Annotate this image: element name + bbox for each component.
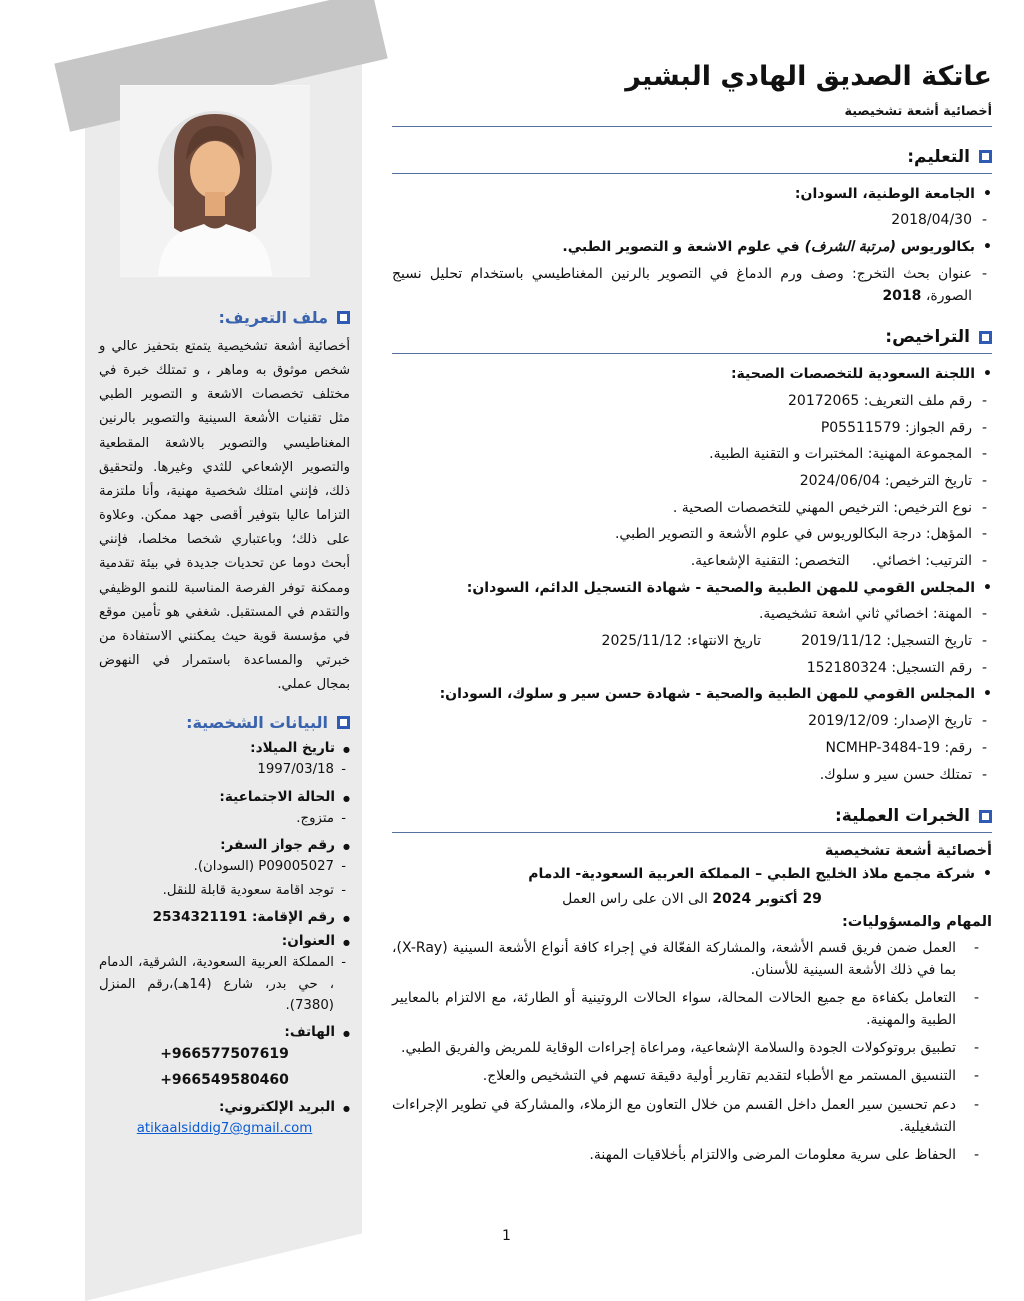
licenses-title: التراخيص:	[885, 327, 970, 348]
thesis-year: 2018	[882, 287, 922, 304]
education-university: • الجامعة الوطنية، السودان:	[392, 184, 992, 206]
experience-title: الخبرات العملية:	[835, 806, 970, 827]
candidate-name: عاتكة الصديق الهادي البشير	[625, 61, 992, 92]
license-detail: - المهنة: اخصائي ثاني اشعة تشخيصية.	[392, 604, 992, 626]
licenses-section	[392, 327, 992, 786]
license-detail: - تاريخ الإصدار: 2019/12/09	[392, 711, 992, 733]
passport-label: ● رقم جواز السفر:	[99, 837, 350, 853]
profile-photo	[120, 85, 310, 277]
license-detail: - الترتيب: اخصائي. التخصص: التقنية الإشعاعية.	[392, 551, 992, 573]
license-detail: - رقم ملف التعريف: 20172065	[392, 391, 992, 413]
license-detail: - المجموعة المهنية: المختبرات و التقنية الطبية.	[392, 444, 992, 466]
birth-date-label: ● تاريخ الميلاد:	[99, 740, 350, 756]
iqama-number: 2534321191	[152, 909, 248, 926]
square-icon	[979, 150, 992, 163]
education-graduation-date: - 2018/04/30	[392, 210, 992, 232]
degree-field: في علوم الاشعة و التصوير الطبي.	[562, 239, 805, 256]
profile-section-header	[99, 308, 350, 327]
education-thesis	[392, 264, 992, 307]
phone-number-2: +966549580460	[160, 1071, 289, 1088]
phone-number-1: +966577507619	[160, 1046, 289, 1063]
duty-item: - التنسيق المستمر مع الأطباء لتقديم تقارير أولية دقيقة تسهم في التشخيص والعلاج.	[392, 1065, 992, 1087]
sidebar	[85, 296, 362, 1142]
profile-summary: أخصائية أشعة تشخيصية يتمتع بتحفيز عالي و شخص موثوق به وماهر ، و تمتلك خبرة في مختلف تخصصات الاشعة و التصوير الطبي مثل تقنيات الأشعة السينية والتصوير بالرنين المغناطيسي والتصوير بالاشعة المقطعية والتصوير الإشعاعي للثدي وغيرها. ولتحقيق ذلك، فإنني امتلك شخصية مهنية، وأنا ملتزمة التزاما عاليا بتوفير أقصى جهد ممكن. وعلاوة على ذلك؛ وباعتباري شخصا مخلصا، فإنني أبحث دوما عن تحديات جديدة في بيئة تقدمية وممكنة توفر الفرصة المناسبة للنمو الوظيفي والتقدم في المستقبل. شغفي هو تأمين موقع في مؤسسة قوية حيث يمكنني الاستفادة من خبرتي والمساعدة باستمرار في النهوض بمجال عملي.	[99, 339, 350, 693]
personal-section-header	[99, 713, 350, 732]
header-divider	[392, 126, 992, 127]
thesis-text: عنوان بحث التخرج: وصف ورم الدماغ في التصوير بالرنين المغناطيسي باستخدام تحليل نسيج الصورة،	[392, 265, 972, 304]
avatar-illustration	[120, 85, 310, 277]
experience-section	[392, 806, 992, 1166]
duty-item: - العمل ضمن فريق قسم الأشعة، والمشاركة الفعّالة في إجراء كافة أنواع الأشعة السينية (X-Ray)، بما في ذلك الأشعة السينية للأسنان.	[392, 937, 992, 981]
marital-status-value: - متزوج.	[99, 808, 350, 829]
birth-date-value: - 1997/03/18	[99, 759, 350, 780]
page-number: 1	[502, 1228, 511, 1244]
address-label: ● العنوان:	[99, 933, 350, 949]
period-status: الى الان على راس العمل	[562, 890, 713, 907]
degree-text: بكالوريوس	[896, 239, 975, 256]
education-section	[392, 147, 992, 307]
residency-note: - توجد اقامة سعودية قابلة للنقل.	[99, 880, 350, 901]
degree-honors: (مرتبة الشرف)	[804, 239, 897, 256]
license-detail: - تمتلك حسن سير و سلوك.	[392, 765, 992, 787]
main-content	[392, 60, 992, 1172]
phone-label: ● الهاتف:	[99, 1024, 350, 1040]
period-start-date: 29 أكتوبر 2024	[712, 890, 822, 907]
email-link[interactable]: atikaalsiddig7@gmail.com	[136, 1120, 313, 1136]
duty-item: - الحفاظ على سرية معلومات المرضى والالتزام بأخلاقيات المهنة.	[392, 1144, 992, 1166]
iqama-row	[99, 909, 350, 925]
duty-item: - التعامل بكفاءة مع جميع الحالات المحالة، سواء الحالات الروتينية أو الطارئة، مع الالتزام بالمعايير الطبية والمهنية.	[392, 987, 992, 1031]
section-divider	[392, 832, 992, 833]
square-icon	[979, 810, 992, 823]
square-icon	[337, 311, 350, 324]
address-value: - المملكة العربية السعودية، الشرقية، الدمام ، حي بدر، شارع (14هـ)،رقم المنزل (7380).	[99, 952, 350, 1016]
education-degree	[392, 237, 992, 259]
experience-header	[392, 806, 992, 826]
company-name: • شركة مجمع ملاذ الخليج الطبي – المملكة العربية السعودية- الدمام	[392, 864, 992, 886]
license-authority: • المجلس القومي للمهن الطبية والصحية - شهادة التسجيل الدائم، السودان:	[392, 578, 992, 600]
license-detail: - رقم: NCMHP-3484-19	[392, 738, 992, 760]
job-title: أخصائية أشعة تشخيصية	[824, 843, 992, 860]
license-authority: • اللجنة السعودية للتخصصات الصحية:	[392, 364, 992, 386]
license-detail: - تاريخ الترخيص: 2024/06/04	[392, 471, 992, 493]
license-detail: - رقم الجواز: P05511579	[392, 418, 992, 440]
duty-item: - دعم تحسين سير العمل داخل القسم من خلال التعاون مع الزملاء، والمشاركة في تطوير الإجراءات التشغيلية.	[392, 1094, 992, 1138]
email-label: ● البريد الإلكتروني:	[99, 1099, 350, 1115]
iqama-label: رقم الإقامة:	[251, 909, 335, 926]
education-title: التعليم:	[907, 146, 970, 167]
profile-section-title: ملف التعريف:	[218, 308, 328, 327]
education-header	[392, 147, 992, 167]
square-icon	[337, 716, 350, 729]
section-divider	[392, 173, 992, 174]
license-detail: - رقم التسجيل: 152180324	[392, 658, 992, 680]
licenses-header	[392, 327, 992, 347]
license-detail: - نوع الترخيص: الترخيص المهني للتخصصات الصحية .	[392, 498, 992, 520]
duties-title: المهام والمسؤوليات:	[841, 913, 992, 930]
email-row	[99, 1118, 350, 1139]
license-detail: - تاريخ التسجيل: 2019/11/12 تاريخ الانتهاء: 2025/11/12	[392, 631, 992, 653]
duty-item: - تطبيق بروتوكولات الجودة والسلامة الإشعاعية، ومراعاة إجراءات الوقاية للمريض والفريق الطبي.	[392, 1037, 992, 1059]
personal-section-title: البيانات الشخصية:	[186, 713, 328, 733]
section-divider	[392, 353, 992, 354]
passport-number: - P09005027 (السودان).	[99, 856, 350, 877]
square-icon	[979, 331, 992, 344]
employment-period	[392, 891, 992, 907]
license-authority: • المجلس القومي للمهن الطبية والصحية - شهادة حسن سير و سلوك، السودان:	[392, 684, 992, 706]
license-detail: - المؤهل: درجة البكالوريوس في علوم الأشعة و التصوير الطبي.	[392, 524, 992, 546]
candidate-title: أخصائية أشعة تشخيصية	[844, 103, 992, 119]
marital-status-label: ● الحالة الاجتماعية:	[99, 789, 350, 805]
